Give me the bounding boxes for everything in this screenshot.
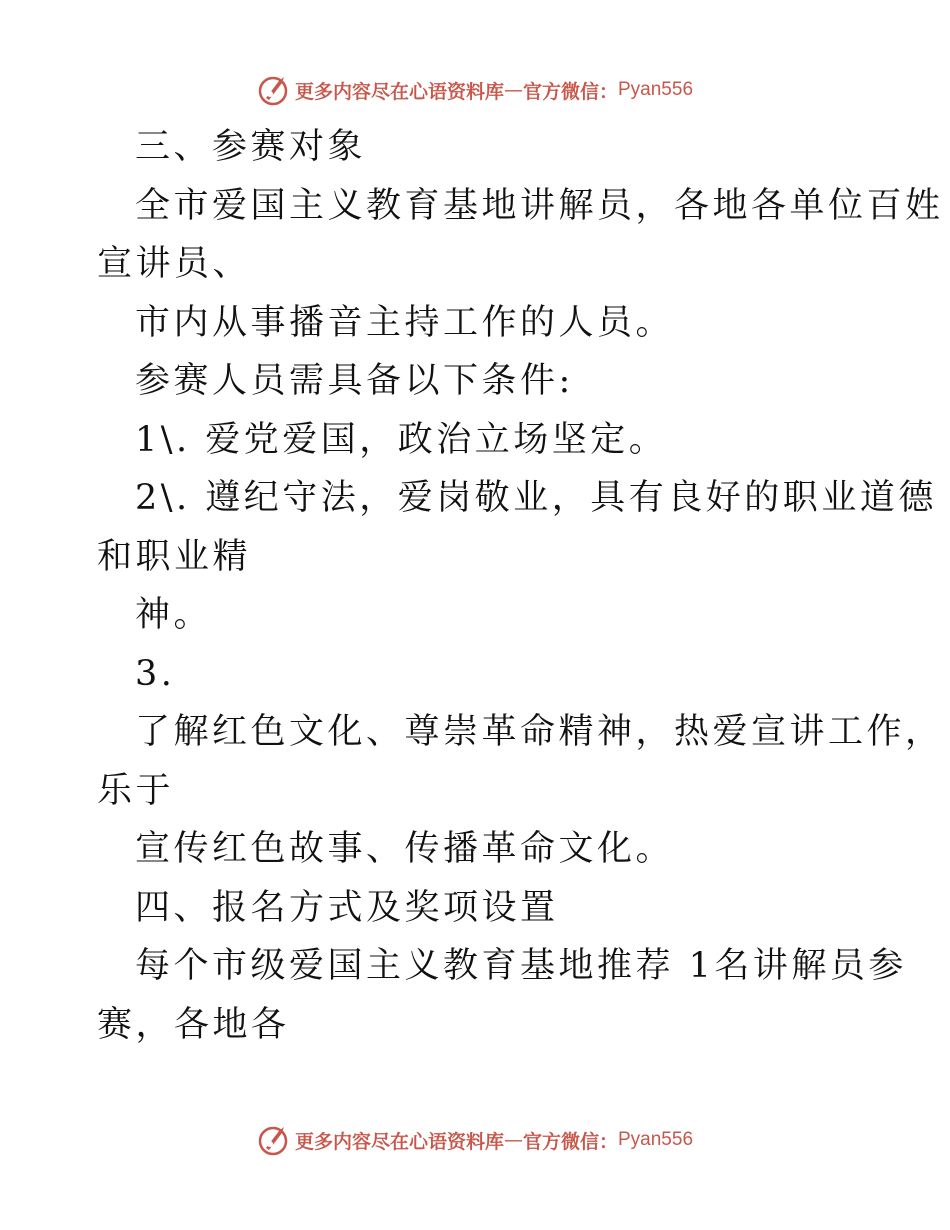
watermark-text: 更多内容尽在心语资料库 [294,80,504,103]
watermark-wechat-id: Pyan556 [618,1129,694,1150]
document-body [97,118,944,1054]
list-item: 2\. 遵纪守法，爱岗敬业，具有良好的职业道德 [135,478,937,518]
paragraph-line: 全市爱国主义教育基地讲解员，各地各单位百姓 [135,185,944,226]
watermark-wechat-id: Pyan556 [618,79,694,100]
paragraph-line: 了解红色文化、尊崇革命精神，热爱宣讲工作， [135,712,944,752]
watermark-wechat-label: 官方微信： [522,80,618,103]
watermark-separator: — [503,1129,523,1151]
section-heading: 四、报名方式及奖项设置 [135,887,559,928]
section-heading: 三、参赛对象 [135,127,367,167]
paragraph-line: 宣传红色故事、传播革命文化。 [135,829,675,869]
paragraph-line: 神。 [135,595,213,635]
paragraph-line: 参赛人员需具备以下条件: [135,361,574,401]
paragraph-line: 乐于 [97,770,175,811]
footer-watermark [0,1120,950,1160]
list-item: 3. [135,653,176,694]
watermark-text: 更多内容尽在心语资料库 [294,1130,504,1153]
watermark-wechat-label: 官方微信： [522,1130,618,1153]
pen-logo-icon [257,73,291,107]
list-item: 1\. 爱党爱国，政治立场坚定。 [135,419,668,460]
header-watermark [0,70,950,110]
paragraph-line: 宣讲员、 [97,244,252,284]
paragraph-line: 赛，各地各 [97,1004,290,1045]
pen-logo-icon [257,1123,291,1157]
watermark-separator: — [503,79,523,101]
paragraph-line: 每个市级爱国主义教育基地推荐 1名讲解员参 [135,946,907,986]
paragraph-line: 和职业精 [97,536,252,577]
paragraph-line: 市内从事播音主持工作的人员。 [135,302,675,343]
